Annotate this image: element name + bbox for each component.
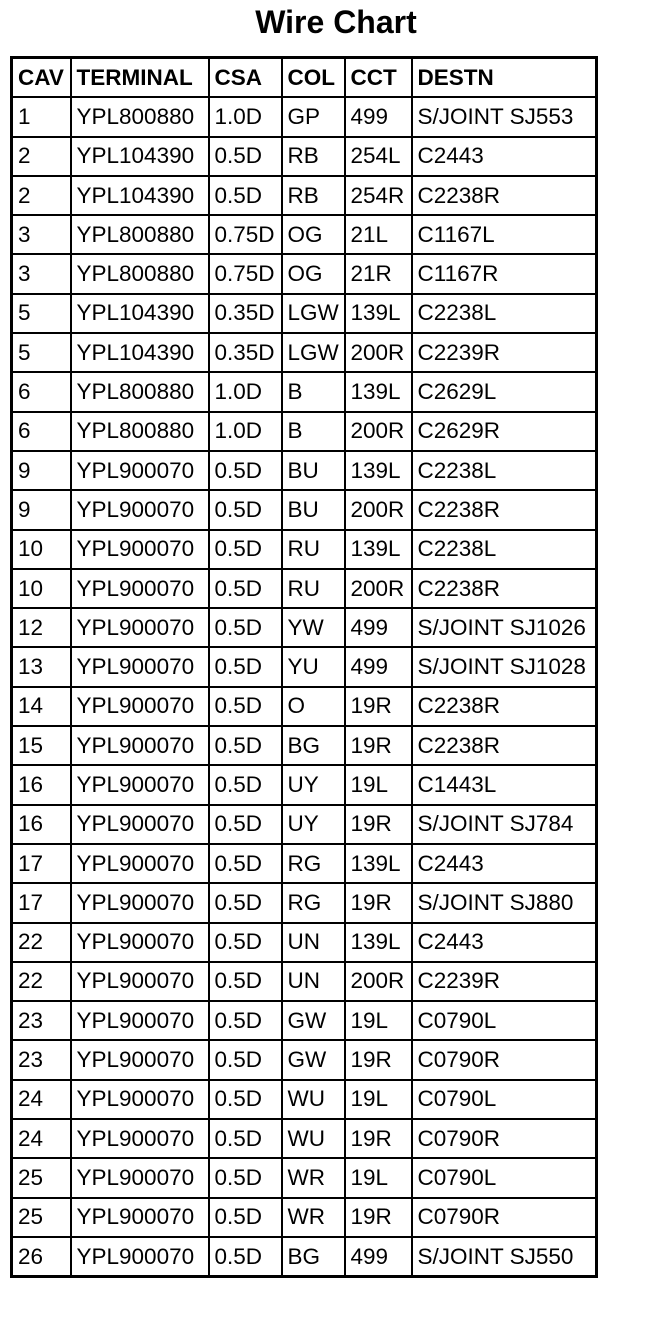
cell-cct: 19R (345, 805, 412, 844)
cell-destn: C1167R (412, 254, 597, 293)
cell-cct: 200R (345, 333, 412, 372)
table-row (12, 215, 597, 254)
cell-destn: C2238R (412, 490, 597, 529)
cell-cav: 26 (12, 1237, 71, 1277)
cell-destn: S/JOINT SJ1026 (412, 608, 597, 647)
cell-csa: 0.5D (209, 726, 282, 765)
page-title: Wire Chart (255, 4, 417, 40)
cell-col: WU (282, 1080, 345, 1119)
cell-destn: C2443 (412, 844, 597, 883)
table-row (12, 687, 597, 726)
cell-cct: 19L (345, 1158, 412, 1197)
cell-cct: 139L (345, 844, 412, 883)
cell-terminal: YPL900070 (71, 1040, 209, 1079)
cell-csa: 1.0D (209, 412, 282, 451)
cell-destn: C0790R (412, 1040, 597, 1079)
cell-destn: C2238R (412, 726, 597, 765)
cell-col: B (282, 412, 345, 451)
cell-csa: 0.75D (209, 215, 282, 254)
cell-destn: C2629L (412, 372, 597, 411)
cell-col: BU (282, 451, 345, 490)
cell-csa: 0.5D (209, 1158, 282, 1197)
cell-cct: 254R (345, 176, 412, 215)
cell-cct: 499 (345, 647, 412, 686)
cell-csa: 0.35D (209, 294, 282, 333)
cell-cav: 6 (12, 372, 71, 411)
table-row (12, 176, 597, 215)
cell-cct: 139L (345, 530, 412, 569)
table-row (12, 1119, 597, 1158)
cell-destn: C2629R (412, 412, 597, 451)
table-row (12, 294, 597, 333)
cell-destn: C0790L (412, 1001, 597, 1040)
table-row (12, 1158, 597, 1197)
cell-cct: 19L (345, 1001, 412, 1040)
cell-csa: 0.5D (209, 805, 282, 844)
cell-terminal: YPL104390 (71, 333, 209, 372)
cell-col: O (282, 687, 345, 726)
cell-terminal: YPL900070 (71, 883, 209, 922)
cell-cav: 5 (12, 333, 71, 372)
cell-destn: C0790L (412, 1080, 597, 1119)
cell-csa: 0.5D (209, 687, 282, 726)
cell-col: UY (282, 805, 345, 844)
header-cct: CCT (345, 58, 412, 98)
cell-cav: 24 (12, 1119, 71, 1158)
table-row (12, 805, 597, 844)
cell-col: GP (282, 97, 345, 136)
cell-col: BG (282, 1237, 345, 1277)
cell-col: UN (282, 962, 345, 1001)
cell-terminal: YPL900070 (71, 765, 209, 804)
cell-terminal: YPL900070 (71, 962, 209, 1001)
cell-cct: 499 (345, 608, 412, 647)
cell-cct: 200R (345, 412, 412, 451)
cell-cav: 22 (12, 962, 71, 1001)
cell-cct: 200R (345, 962, 412, 1001)
header-destn: DESTN (412, 58, 597, 98)
cell-terminal: YPL800880 (71, 215, 209, 254)
cell-col: UY (282, 765, 345, 804)
cell-terminal: YPL900070 (71, 1237, 209, 1277)
cell-terminal: YPL800880 (71, 412, 209, 451)
cell-cav: 10 (12, 530, 71, 569)
cell-col: YW (282, 608, 345, 647)
cell-cav: 6 (12, 412, 71, 451)
cell-cct: 139L (345, 372, 412, 411)
cell-cav: 5 (12, 294, 71, 333)
cell-cav: 15 (12, 726, 71, 765)
cell-cav: 25 (12, 1198, 71, 1237)
cell-terminal: YPL900070 (71, 726, 209, 765)
cell-col: GW (282, 1001, 345, 1040)
cell-col: RU (282, 530, 345, 569)
cell-col: WR (282, 1198, 345, 1237)
cell-terminal: YPL900070 (71, 451, 209, 490)
cell-destn: C1443L (412, 765, 597, 804)
cell-cct: 19R (345, 1119, 412, 1158)
cell-col: LGW (282, 294, 345, 333)
cell-csa: 0.5D (209, 490, 282, 529)
cell-destn: S/JOINT SJ1028 (412, 647, 597, 686)
cell-col: GW (282, 1040, 345, 1079)
cell-col: UN (282, 923, 345, 962)
cell-col: RB (282, 137, 345, 176)
cell-cav: 1 (12, 97, 71, 136)
header-csa: CSA (209, 58, 282, 98)
cell-csa: 1.0D (209, 372, 282, 411)
cell-cav: 14 (12, 687, 71, 726)
cell-cct: 499 (345, 97, 412, 136)
table-row (12, 412, 597, 451)
cell-terminal: YPL800880 (71, 97, 209, 136)
cell-csa: 0.5D (209, 647, 282, 686)
header-col: COL (282, 58, 345, 98)
cell-terminal: YPL900070 (71, 1119, 209, 1158)
cell-destn: C0790R (412, 1198, 597, 1237)
cell-csa: 0.5D (209, 1080, 282, 1119)
cell-destn: C2238L (412, 530, 597, 569)
table-row (12, 726, 597, 765)
cell-csa: 0.5D (209, 844, 282, 883)
cell-terminal: YPL104390 (71, 294, 209, 333)
cell-destn: C2238R (412, 176, 597, 215)
table-row (12, 923, 597, 962)
cell-destn: C0790L (412, 1158, 597, 1197)
cell-csa: 0.5D (209, 569, 282, 608)
cell-csa: 0.5D (209, 923, 282, 962)
cell-csa: 0.5D (209, 1198, 282, 1237)
table-row (12, 97, 597, 136)
cell-terminal: YPL900070 (71, 1198, 209, 1237)
cell-destn: C2443 (412, 923, 597, 962)
cell-col: BG (282, 726, 345, 765)
cell-csa: 0.5D (209, 1237, 282, 1277)
cell-cav: 3 (12, 215, 71, 254)
cell-csa: 0.5D (209, 962, 282, 1001)
cell-destn: C1167L (412, 215, 597, 254)
cell-terminal: YPL900070 (71, 608, 209, 647)
cell-csa: 0.5D (209, 451, 282, 490)
cell-cct: 499 (345, 1237, 412, 1277)
table-row (12, 1198, 597, 1237)
cell-terminal: YPL900070 (71, 647, 209, 686)
cell-cav: 13 (12, 647, 71, 686)
cell-csa: 0.75D (209, 254, 282, 293)
cell-csa: 0.5D (209, 1040, 282, 1079)
header-cav: CAV (12, 58, 71, 98)
cell-cav: 2 (12, 176, 71, 215)
cell-destn: C2443 (412, 137, 597, 176)
cell-cav: 25 (12, 1158, 71, 1197)
table-row (12, 254, 597, 293)
cell-csa: 0.5D (209, 765, 282, 804)
cell-cct: 139L (345, 923, 412, 962)
cell-col: LGW (282, 333, 345, 372)
cell-cct: 21R (345, 254, 412, 293)
cell-cav: 24 (12, 1080, 71, 1119)
cell-destn: C2238R (412, 687, 597, 726)
cell-csa: 0.5D (209, 530, 282, 569)
cell-cav: 3 (12, 254, 71, 293)
cell-cct: 200R (345, 490, 412, 529)
cell-csa: 0.5D (209, 608, 282, 647)
cell-col: BU (282, 490, 345, 529)
table-row (12, 137, 597, 176)
cell-terminal: YPL900070 (71, 687, 209, 726)
cell-terminal: YPL900070 (71, 805, 209, 844)
cell-col: RG (282, 844, 345, 883)
table-row (12, 844, 597, 883)
table-row (12, 1080, 597, 1119)
cell-terminal: YPL900070 (71, 530, 209, 569)
cell-destn: S/JOINT SJ553 (412, 97, 597, 136)
cell-col: OG (282, 254, 345, 293)
cell-terminal: YPL900070 (71, 490, 209, 529)
cell-csa: 0.5D (209, 176, 282, 215)
wire-chart-table (10, 56, 598, 1278)
cell-csa: 1.0D (209, 97, 282, 136)
cell-destn: C2238R (412, 569, 597, 608)
cell-terminal: YPL900070 (71, 569, 209, 608)
cell-destn: S/JOINT SJ550 (412, 1237, 597, 1277)
cell-cct: 19R (345, 1040, 412, 1079)
header-row (12, 58, 597, 98)
cell-terminal: YPL900070 (71, 1080, 209, 1119)
cell-destn: S/JOINT SJ880 (412, 883, 597, 922)
cell-cav: 16 (12, 765, 71, 804)
cell-cct: 19R (345, 1198, 412, 1237)
table-row (12, 883, 597, 922)
table-row (12, 962, 597, 1001)
cell-cav: 23 (12, 1001, 71, 1040)
table-row (12, 765, 597, 804)
cell-cav: 9 (12, 451, 71, 490)
cell-cav: 9 (12, 490, 71, 529)
cell-cct: 19L (345, 1080, 412, 1119)
cell-terminal: YPL900070 (71, 1001, 209, 1040)
cell-terminal: YPL900070 (71, 923, 209, 962)
cell-terminal: YPL900070 (71, 844, 209, 883)
cell-destn: C2239R (412, 333, 597, 372)
cell-cct: 139L (345, 451, 412, 490)
cell-cav: 12 (12, 608, 71, 647)
cell-cav: 10 (12, 569, 71, 608)
cell-cct: 200R (345, 569, 412, 608)
cell-terminal: YPL800880 (71, 254, 209, 293)
table-row (12, 569, 597, 608)
cell-destn: C0790R (412, 1119, 597, 1158)
cell-cav: 22 (12, 923, 71, 962)
cell-cct: 254L (345, 137, 412, 176)
cell-terminal: YPL104390 (71, 176, 209, 215)
cell-terminal: YPL800880 (71, 372, 209, 411)
cell-col: B (282, 372, 345, 411)
header-terminal: TERMINAL (71, 58, 209, 98)
cell-destn: S/JOINT SJ784 (412, 805, 597, 844)
table-row (12, 1040, 597, 1079)
table-row (12, 333, 597, 372)
table-row (12, 647, 597, 686)
table-row (12, 1237, 597, 1277)
cell-csa: 0.5D (209, 137, 282, 176)
table-row (12, 372, 597, 411)
cell-cct: 19L (345, 765, 412, 804)
cell-cav: 2 (12, 137, 71, 176)
cell-destn: C2238L (412, 294, 597, 333)
cell-cav: 16 (12, 805, 71, 844)
cell-col: RU (282, 569, 345, 608)
cell-terminal: YPL900070 (71, 1158, 209, 1197)
table-row (12, 530, 597, 569)
cell-col: OG (282, 215, 345, 254)
cell-col: WU (282, 1119, 345, 1158)
table-row (12, 490, 597, 529)
cell-destn: C2238L (412, 451, 597, 490)
cell-cav: 23 (12, 1040, 71, 1079)
cell-csa: 0.5D (209, 883, 282, 922)
cell-cct: 19R (345, 726, 412, 765)
cell-cct: 19R (345, 687, 412, 726)
cell-col: RG (282, 883, 345, 922)
cell-csa: 0.5D (209, 1001, 282, 1040)
cell-cct: 21L (345, 215, 412, 254)
cell-csa: 0.5D (209, 1119, 282, 1158)
cell-cav: 17 (12, 844, 71, 883)
cell-cct: 139L (345, 294, 412, 333)
table-row (12, 1001, 597, 1040)
table-row (12, 608, 597, 647)
cell-terminal: YPL104390 (71, 137, 209, 176)
table-row (12, 451, 597, 490)
cell-destn: C2239R (412, 962, 597, 1001)
cell-csa: 0.35D (209, 333, 282, 372)
cell-cct: 19R (345, 883, 412, 922)
table-body (12, 97, 597, 1276)
cell-col: WR (282, 1158, 345, 1197)
cell-cav: 17 (12, 883, 71, 922)
cell-col: RB (282, 176, 345, 215)
cell-col: YU (282, 647, 345, 686)
